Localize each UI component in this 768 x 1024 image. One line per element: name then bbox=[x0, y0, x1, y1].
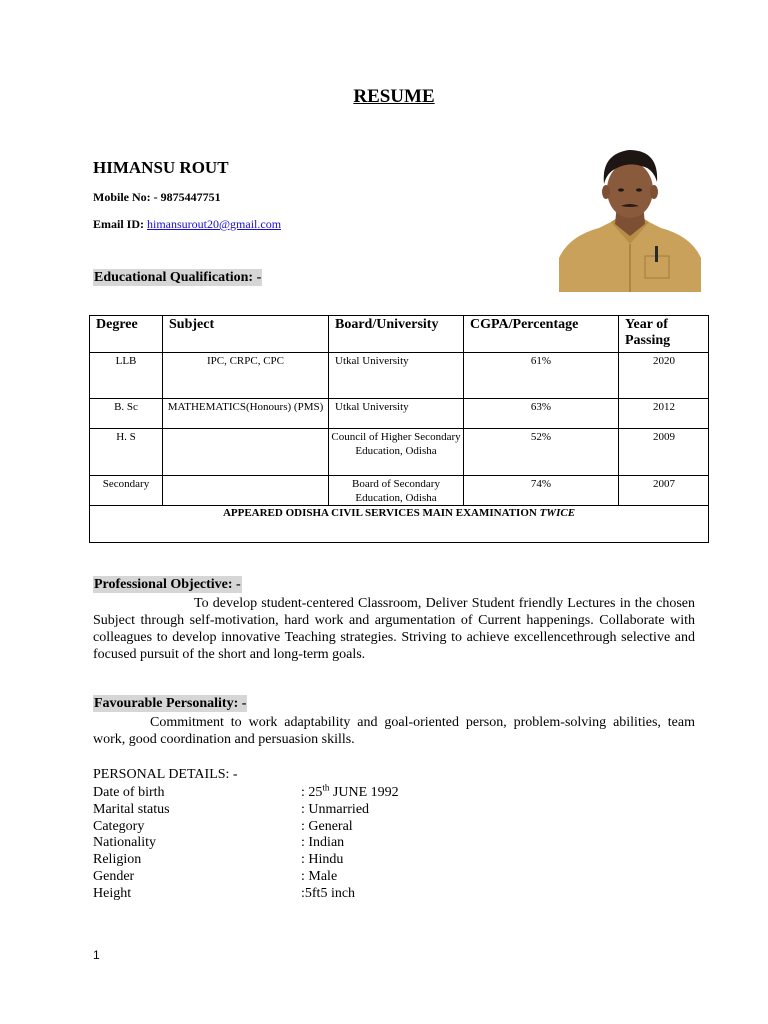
objective-heading: Professional Objective: - bbox=[94, 577, 241, 592]
degree-cell: H. S bbox=[90, 429, 163, 475]
table-row bbox=[90, 353, 708, 399]
year-cell: 2009 bbox=[653, 431, 675, 443]
resume-title: RESUME bbox=[353, 86, 435, 107]
detail-value: :5ft5 inch bbox=[301, 886, 356, 901]
degree-cell: Secondary bbox=[90, 476, 163, 505]
email-line bbox=[93, 217, 281, 232]
education-table bbox=[89, 315, 709, 543]
detail-label: Height bbox=[93, 886, 132, 901]
profile-photo bbox=[559, 140, 701, 292]
degree-cell: LLB bbox=[90, 353, 163, 398]
score-cell: 74% bbox=[464, 476, 619, 505]
personal-details-heading: PERSONAL DETAILS: - bbox=[93, 767, 238, 782]
detail-label: Marital status bbox=[93, 802, 170, 817]
board-cell: Utkal University bbox=[329, 353, 464, 398]
year-cell: 2020 bbox=[653, 355, 675, 367]
detail-value: : Hindu bbox=[301, 852, 344, 867]
page-number: 1 bbox=[93, 948, 100, 962]
exam-note-text: APPEARED ODISHA CIVIL SERVICES MAIN EXAMINATION bbox=[222, 507, 540, 519]
column-header: Degree bbox=[90, 316, 163, 352]
board-cell: Board of Secondary Education, Odisha bbox=[329, 476, 464, 505]
score-cell: 52% bbox=[464, 429, 619, 475]
objective-paragraph bbox=[93, 595, 695, 663]
email-label: Email ID: bbox=[93, 217, 147, 231]
detail-value: : Male bbox=[301, 869, 338, 884]
exam-note-emphasis: TWICE bbox=[539, 507, 576, 519]
objective-text: To develop student-centered Classroom, Deliver Student friendly Lectures in the chosen Subject through self-motivation, hard work and argumentation of Current happenings. Collaborate with colleagues to develop innovative Teaching strategies. Striving to achieve excellencethrough selective and focused pursuit of the short and long-term goals. bbox=[93, 596, 695, 662]
personality-text: Commitment to work adaptability and goal-oriented person, problem-solving abilities, team work, good coordination and persuasion skills. bbox=[93, 715, 695, 747]
table-row bbox=[90, 476, 708, 506]
table-row bbox=[90, 399, 708, 429]
detail-value: : Indian bbox=[301, 835, 345, 850]
personality-paragraph bbox=[93, 714, 695, 748]
candidate-name: HIMANSU ROUT bbox=[93, 158, 229, 177]
detail-value: : 25th JUNE 1992 bbox=[301, 782, 399, 800]
profile-photo-illustration bbox=[559, 140, 701, 292]
year-cell: 2007 bbox=[653, 478, 675, 490]
degree-cell: B. Sc bbox=[90, 399, 163, 428]
table-header-row bbox=[90, 316, 708, 353]
email-link[interactable]: himansurout20@gmail.com bbox=[147, 217, 282, 231]
subject-cell: IPC, CRPC, CPC bbox=[163, 353, 329, 398]
column-header: Year of Passing bbox=[625, 317, 671, 348]
column-header: CGPA/Percentage bbox=[464, 316, 619, 352]
detail-label: Religion bbox=[93, 852, 142, 867]
table-row bbox=[90, 429, 708, 476]
detail-value: : Unmarried bbox=[301, 802, 370, 817]
detail-label: Gender bbox=[93, 869, 135, 884]
column-header: Board/University bbox=[329, 316, 464, 352]
board-cell: Utkal University bbox=[329, 399, 464, 428]
year-cell: 2012 bbox=[653, 401, 675, 413]
board-cell: Council of Higher Secondary Education, Odisha bbox=[329, 429, 464, 475]
detail-value: : General bbox=[301, 819, 353, 834]
score-cell: 61% bbox=[464, 353, 619, 398]
mobile-number: Mobile No: - 9875447751 bbox=[93, 190, 221, 204]
detail-label: Category bbox=[93, 819, 145, 834]
detail-label: Date of birth bbox=[93, 785, 165, 800]
education-heading: Educational Qualification: - bbox=[94, 270, 262, 285]
score-cell: 63% bbox=[464, 399, 619, 428]
detail-label: Nationality bbox=[93, 835, 156, 850]
exam-note bbox=[90, 506, 708, 520]
column-header: Subject bbox=[163, 316, 329, 352]
personality-heading: Favourable Personality: - bbox=[94, 696, 247, 711]
subject-cell: MATHEMATICS(Honours) (PMS) bbox=[163, 399, 329, 428]
subject-cell bbox=[163, 476, 329, 505]
subject-cell bbox=[163, 429, 329, 475]
